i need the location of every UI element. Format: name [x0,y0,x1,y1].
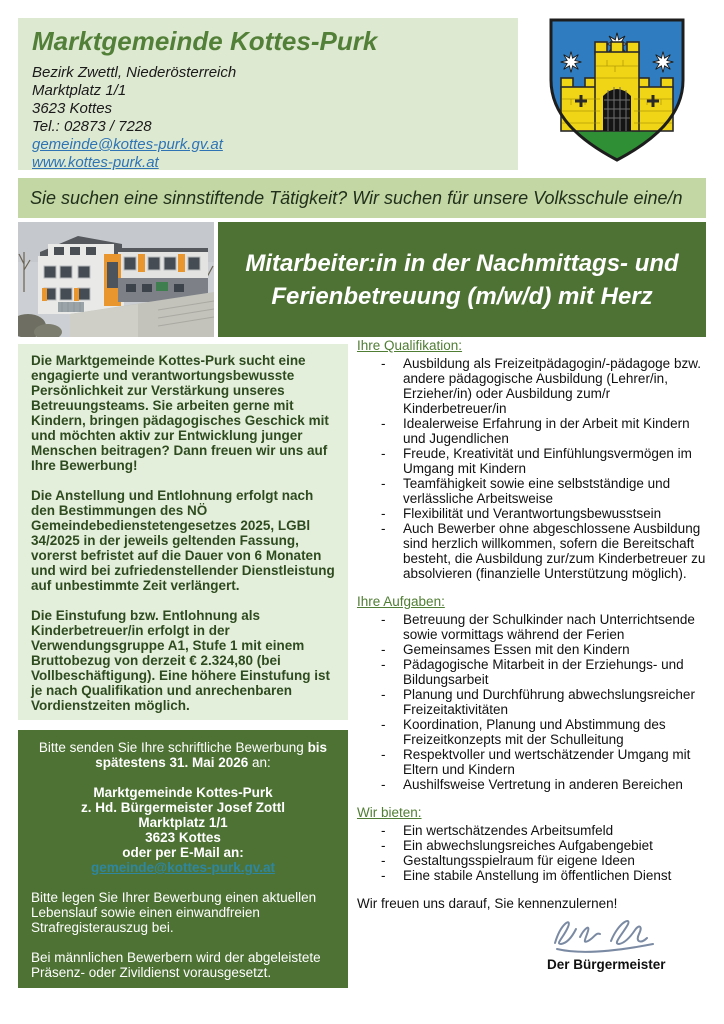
municipality-header [18,18,518,170]
application-address-line: 3623 Kottes [145,830,221,845]
application-deadline [31,740,335,770]
qualifications-heading: Ihre Qualifikation: [357,338,463,353]
job-description-paragraph: Die Einstufung bzw. Entlohnung als Kinderbetreuer/in erfolgt in der Verwendungsgruppe A1, Stufe 1 mit einem Bruttobezug von derzeit € 2.324,80 (bei Vollbeschäftigung). Eine höhere Einstufung ist je nach Qualifikation und anrechenbaren Vordienstzeiten möglich. [31,608,331,713]
offer-list [357,823,707,883]
qualification-item: - Auch Bewerber ohne abgeschlossene Ausbildung sind herzlich willkommen, sofern die Bereitschaft besteht, die Ausbildung zur/zum Kinderbetreuer zu absolvieren (finanzielle Unterstützung möglich). [357,521,707,581]
mayor-signature-icon [547,913,667,955]
job-description-paragraph: Die Anstellung und Entlohnung erfolgt nach den Bestimmungen des NÖ Gemeindebedienstetengesetzes 2025, LGBl 34/2025 in der jeweils geltenden Fassung, vorerst befristet auf die Dauer von 6 Monaten und wird bei zufriedenstellender Dienstleistung auf unbestimmte Zeit verlängert. [31,488,335,593]
job-title-box [218,222,706,337]
municipality-name: Marktgemeinde Kottes-Purk [32,26,378,56]
municipality-email-link[interactable]: gemeinde@kottes-purk.gv.at [32,136,223,153]
signature-block [547,913,677,972]
signer-title: Der Bürgermeister [547,957,666,972]
municipality-website-link[interactable]: www.kottes-purk.at [32,154,159,171]
task-item: - Pädagogische Mitarbeit in der Erziehungs- und Bildungsarbeit [357,657,707,687]
details-column [357,338,707,972]
address-line: Tel.: 02873 / 7228 [32,118,152,135]
application-address [31,785,335,875]
offer-heading: Wir bieten: [357,805,422,820]
job-description-paragraph: Die Marktgemeinde Kottes-Purk sucht eine engagierte und verantwortungsbewusste Persönlichkeit zur Verstärkung unseres Betreuungsteams. Sie arbeiten gerne mit Kindern, bringen pädagogisches Geschick mit und möchten aktiv zur Entwicklung junger Menschen beitragen? Dann freuen wir uns auf Ihre Bewerbung! [31,353,329,473]
tasks-section [357,594,707,792]
task-item: - Betreuung der Schulkinder nach Unterrichtsende sowie vormittags während der Ferien [357,612,707,642]
application-box [18,730,348,988]
offer-item: - Ein abwechslungsreiches Aufgabengebiet [357,838,707,853]
application-address-line: z. Hd. Bürgermeister Josef Zottl [80,800,286,815]
job-description-box [18,344,348,720]
address-line: Bezirk Zwettl, Niederösterreich [32,64,237,81]
closing-text: Wir freuen uns darauf, Sie kennenzulernen! [357,896,618,911]
tagline-banner: Sie suchen eine sinnstiftende Tätigkeit? Wir suchen für unsere Volksschule eine/n [18,178,706,218]
qualification-item: - Flexibilität und Verantwortungsbewusstsein [357,506,707,521]
offer-item: - Gestaltungsspielraum für eigene Ideen [357,853,707,868]
kottes-purk-coat-of-arms-icon [536,10,698,170]
task-item: - Gemeinsames Essen mit den Kindern [357,642,707,657]
deadline-date: bis spätestens 31. Mai 2026 [95,740,328,770]
municipality-address [32,64,504,136]
school-building-photo [18,222,214,337]
deadline-text: Bitte senden Sie Ihre schriftliche Bewerbung [38,740,308,755]
address-line: 3623 Kottes [32,100,113,117]
task-item: - Koordination, Planung und Abstimmung des Freizeitkonzepts mit der Schulleitung [357,717,707,747]
deadline-suffix: an: [248,755,271,770]
offer-section [357,805,707,883]
application-note-documents: Bitte legen Sie Ihrer Bewerbung einen aktuellen Lebenslauf sowie einen einwandfreien Strafregisterauszug bei. [31,890,317,935]
task-item: - Aushilfsweise Vertretung in anderen Bereichen [357,777,707,792]
job-title: Mitarbeiter:in in der Nachmittags- und Ferienbetreuung (m/w/d) mit Herz [245,249,679,310]
tasks-heading: Ihre Aufgaben: [357,594,445,609]
qualification-item: - Idealerweise Erfahrung in der Arbeit mit Kindern und Jugendlichen [357,416,707,446]
address-line: Marktplatz 1/1 [32,82,127,99]
qualification-item: - Teamfähigkeit sowie eine selbstständige und verlässliche Arbeitsweise [357,476,707,506]
qualification-item: - Freude, Kreativität und Einfühlungsvermögen im Umgang mit Kindern [357,446,707,476]
qualifications-list [357,356,707,581]
tasks-list [357,612,707,792]
application-email-link[interactable]: gemeinde@kottes-purk.gv.at [91,860,275,875]
offer-item: - Ein wertschätzendes Arbeitsumfeld [357,823,707,838]
offer-item: - Eine stabile Anstellung im öffentlichen Dienst [357,868,707,883]
qualification-item: - Ausbildung als Freizeitpädagogin/-pädagoge bzw. andere pädagogische Ausbildung (Lehrer/in, Erzieher/in) oder Ausbildung zum/r Kinderbetreuer/in [357,356,707,416]
task-item: - Respektvoller und wertschätzender Umgang mit Eltern und Kindern [357,747,707,777]
application-address-line: Marktplatz 1/1 [138,815,228,830]
qualifications-section [357,338,707,581]
application-note-service: Bei männlichen Bewerbern wird der abgeleistete Präsenz- oder Zivildienst vorausgesetzt. [31,950,321,980]
application-address-line: Marktgemeinde Kottes-Purk [93,785,273,800]
application-address-line: oder per E-Mail an: [122,845,244,860]
task-item: - Planung und Durchführung abwechslungsreicher Freizeitaktivitäten [357,687,707,717]
